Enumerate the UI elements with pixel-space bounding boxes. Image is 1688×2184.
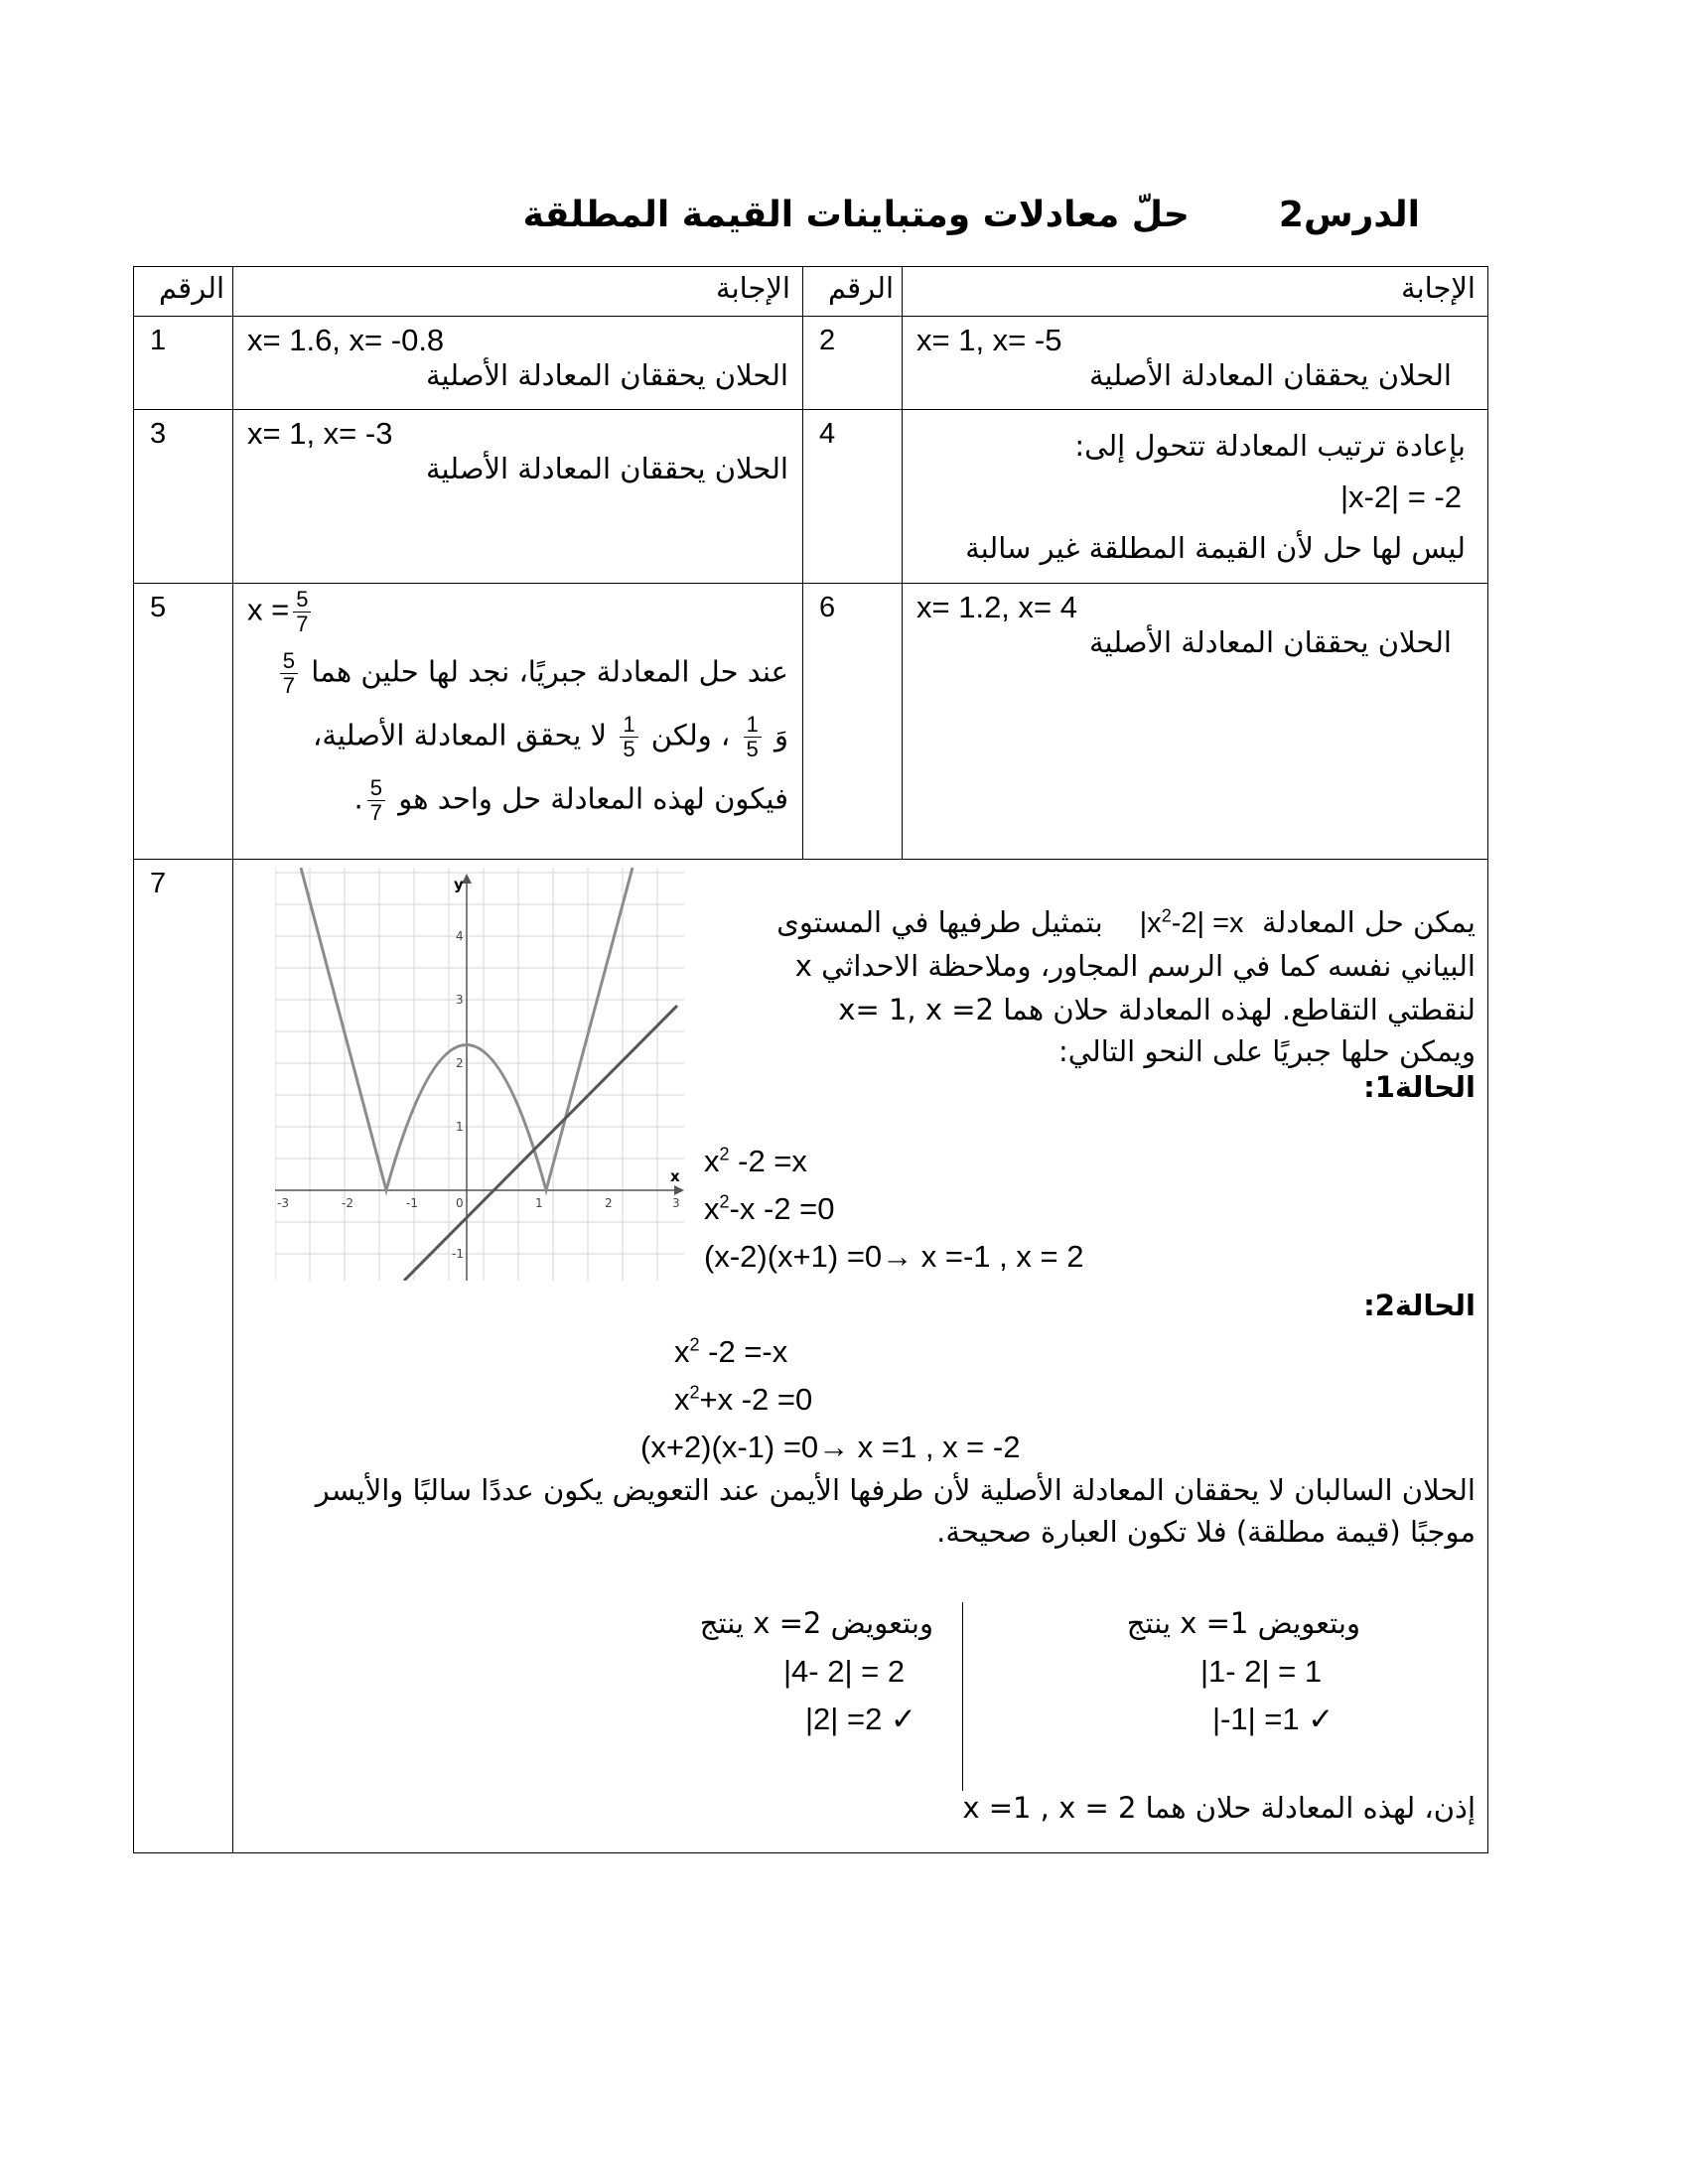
sub2-head: وبتعويض x =2 ينتج bbox=[699, 1606, 933, 1640]
tick-label: 3 bbox=[456, 993, 464, 1007]
case2-line2: $x^2+x$ -2 =0 bbox=[674, 1382, 813, 1417]
q1-equation: x= 1.6, x= -0.8 bbox=[247, 323, 445, 357]
case1-line3: (x-2)(x+1) =0→ x =-1 , x = 2 bbox=[704, 1239, 1084, 1274]
q7-number: 7 bbox=[134, 860, 233, 1853]
tick-label: 2 bbox=[605, 1196, 613, 1210]
q3-answer bbox=[233, 410, 803, 584]
q1-note: الحلان يحققان المعادلة الأصلية bbox=[425, 358, 788, 392]
q7-para2: البياني نفسه كما في الرسم المجاور، وملاحظة الاحداثي x bbox=[794, 949, 1476, 983]
tick-label: 3 bbox=[672, 1196, 680, 1210]
q2-note: الحلان يحققان المعادلة الأصلية bbox=[1088, 358, 1452, 392]
q6-number: 6 bbox=[803, 584, 903, 860]
q3-note: الحلان يحققان المعادلة الأصلية bbox=[425, 452, 788, 485]
page-title bbox=[522, 195, 1420, 254]
tick-label: -2 bbox=[342, 1196, 353, 1210]
q7-case2-label: الحالة2: bbox=[1363, 1289, 1476, 1322]
sub2-line2: |2| =2 ✓ bbox=[805, 1702, 916, 1736]
column-divider bbox=[962, 1602, 963, 1791]
q6-answer bbox=[903, 584, 1488, 860]
q7-note2: موجبًا (قيمة مطلقة) فلا تكون العبارة صحيحة. bbox=[936, 1515, 1476, 1549]
answers-table bbox=[133, 266, 1488, 1853]
table-row bbox=[134, 584, 1488, 860]
q7-para1: يمكن حل المعادلة $|x^2-2| =x$ بتمثيل طرفيها في المستوى bbox=[776, 905, 1476, 939]
q7-graph bbox=[275, 868, 684, 1281]
sub1-line2: |-1| =1 ✓ bbox=[1212, 1702, 1335, 1736]
tick-label: -3 bbox=[277, 1196, 289, 1210]
q7-note1: الحلان السالبان لا يحققان المعادلة الأصلية لأن طرفها الأيمن عند التعويض يكون عددًا سالبًا والأيسر bbox=[315, 1473, 1476, 1507]
q4-line1: بإعادة ترتيب المعادلة تتحول إلى: bbox=[1074, 429, 1466, 463]
header-number-1: الرقم bbox=[134, 267, 233, 317]
table-row bbox=[134, 410, 1488, 584]
q7-conclusion: إذن، لهذه المعادلة حلان هما x =1 , x = 2 bbox=[962, 1791, 1476, 1825]
q5-line4: فيكون لهذه المعادلة حل واحد هو $\frac{5}{7}$ . bbox=[353, 775, 788, 825]
y-axis-label: y bbox=[454, 876, 464, 893]
tick-label: 2 bbox=[456, 1056, 464, 1070]
q5-number: 5 bbox=[134, 584, 233, 860]
q5-equation: x = $\frac{5}{7}$ bbox=[233, 584, 802, 649]
case2-line3: (x+2)(x-1) =0→ x =1 , x = -2 bbox=[640, 1430, 1021, 1464]
header-number-2: الرقم bbox=[803, 267, 903, 317]
q2-equation: x= 1, x= -5 bbox=[916, 323, 1062, 357]
sub1-head: وبتعويض x =1 ينتج bbox=[1126, 1606, 1360, 1640]
q4-line3: ليس لها حل لأن القيمة المطلقة غير سالبة bbox=[965, 531, 1466, 565]
q5-line3: وَ $\frac{1}{5}$ ، ولكن $\frac{1}{5}$ لا يحقق المعادلة الأصلية، bbox=[312, 712, 788, 761]
q1-answer bbox=[233, 317, 803, 410]
lesson-label: الدرس bbox=[1303, 195, 1420, 235]
case1-line2: $x^2-x$ -2 =0 bbox=[704, 1191, 835, 1226]
sub1-line1: |1- 2| = 1 bbox=[1200, 1654, 1323, 1689]
x-axis-label: x bbox=[670, 1167, 680, 1185]
tick-label: -1 bbox=[406, 1196, 418, 1210]
tick-label: -1 bbox=[452, 1247, 464, 1261]
header-answer-1: الإجابة bbox=[233, 267, 803, 317]
q2-number: 2 bbox=[803, 317, 903, 410]
q5-line2: عند حل المعادلة جبريًا، نجد لها حلين هما $\frac{5}{7}$ bbox=[233, 649, 802, 713]
table-row bbox=[134, 317, 1488, 410]
lesson-number: 2 bbox=[1278, 195, 1304, 235]
q5-answer bbox=[233, 584, 803, 860]
fraction: $\frac{5}{7}$ bbox=[293, 588, 311, 636]
q6-note: الحلان يحققان المعادلة الأصلية bbox=[1088, 625, 1452, 659]
q3-number: 3 bbox=[134, 410, 233, 584]
q7-answer bbox=[233, 860, 1488, 1853]
lesson-title: حلّ معادلات ومتباينات القيمة المطلقة bbox=[522, 195, 1190, 235]
q1-number: 1 bbox=[134, 317, 233, 410]
q7-case1-label: الحالة1: bbox=[1363, 1070, 1476, 1104]
q4-answer bbox=[903, 410, 1488, 584]
q6-equation: x= 1.2, x= 4 bbox=[916, 590, 1077, 624]
tick-label: 1 bbox=[535, 1196, 543, 1210]
tick-label: 4 bbox=[456, 929, 464, 943]
case2-line1: $x^2$ -2 =-x bbox=[674, 1334, 788, 1369]
q4-equation: |x-2| = -2 bbox=[1339, 479, 1462, 514]
q7-para3: لنقطتي التقاطع. لهذه المعادلة حلان هما x= 1, x =2 bbox=[838, 993, 1476, 1026]
q7-para4: ويمكن حلها جبريًا على النحو التالي: bbox=[1057, 1034, 1476, 1068]
table-header bbox=[134, 267, 1488, 317]
sub2-line1: |4- 2| = 2 bbox=[783, 1654, 906, 1689]
header-answer-2: الإجابة bbox=[903, 267, 1488, 317]
q3-equation: x= 1, x= -3 bbox=[247, 416, 393, 451]
line-y-equals-x bbox=[404, 1006, 677, 1281]
q4-number: 4 bbox=[803, 410, 903, 584]
tick-label: 0 bbox=[456, 1196, 464, 1210]
q2-answer bbox=[903, 317, 1488, 410]
table-row bbox=[134, 860, 1488, 1853]
case1-line1: $x^2$ -2 =x bbox=[704, 1144, 807, 1178]
tick-label: 1 bbox=[456, 1120, 464, 1134]
